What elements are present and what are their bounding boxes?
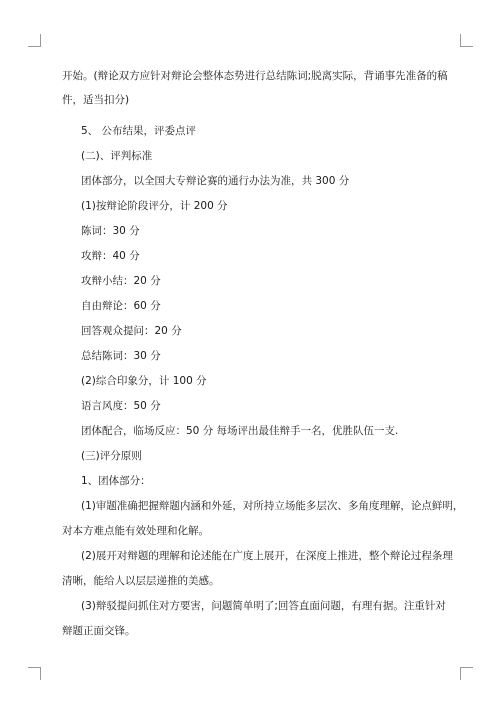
score-item: 回答观众提问：20 分 (81, 325, 182, 337)
score-item: 攻辩：40 分 (81, 250, 140, 262)
paragraph-line: 件，适当扣分) (62, 94, 130, 106)
crop-mark-bottom-right (460, 667, 473, 680)
score-heading: (2)综合印象分，计 100 分 (81, 375, 207, 387)
paragraph-line: (3)辩驳提问抓住对方要害，问题简单明了;回答直面问题，有理有据。注重针对 (81, 600, 446, 612)
paragraph-line: 对本方难点能有效处理和化解。 (62, 525, 209, 537)
crop-mark-bottom-left (28, 667, 41, 680)
score-item: 团体配合，临场反应：50 分 每场评出最佳辩手一名，优胜队伍一支. (81, 425, 399, 437)
paragraph-line: 团体部分，以全国大专辩论赛的通行办法为准，共 300 分 (81, 175, 350, 187)
crop-mark-top-right (460, 34, 473, 47)
score-item: 陈词：30 分 (81, 225, 140, 237)
score-item: 总结陈词：30 分 (81, 350, 161, 362)
paragraph-line: 开始。(辩论双方应针对辩论会整体态势进行总结陈词;脱离实际，背诵事先准备的稿 (62, 70, 448, 82)
section-heading: (二)、评判标准 (81, 150, 153, 162)
section-item: 5、 公布结果，评委点评 (81, 125, 197, 137)
paragraph-line: (2)展开对辩题的理解和论述能在广度上展开，在深度上推进，整个辩论过程条理 (81, 550, 453, 562)
score-item: 自由辩论：60 分 (81, 300, 161, 312)
paragraph-line: (1)审题准确把握辩题内涵和外延，对所持立场能多层次、多角度理解，论点鲜明， (81, 500, 464, 512)
paragraph-line: 清晰，能给人以层层递推的美感。 (62, 575, 220, 587)
score-item: 攻辩小结：20 分 (81, 275, 161, 287)
score-heading: (1)按辩论阶段评分，计 200 分 (81, 200, 228, 212)
subsection-heading: 1、团体部分： (81, 475, 151, 487)
crop-mark-top-left (28, 34, 41, 47)
paragraph-line: 辩题正面交锋。 (62, 625, 136, 637)
section-heading: (三)评分原则 (81, 450, 142, 462)
score-item: 语言风度：50 分 (81, 400, 161, 412)
